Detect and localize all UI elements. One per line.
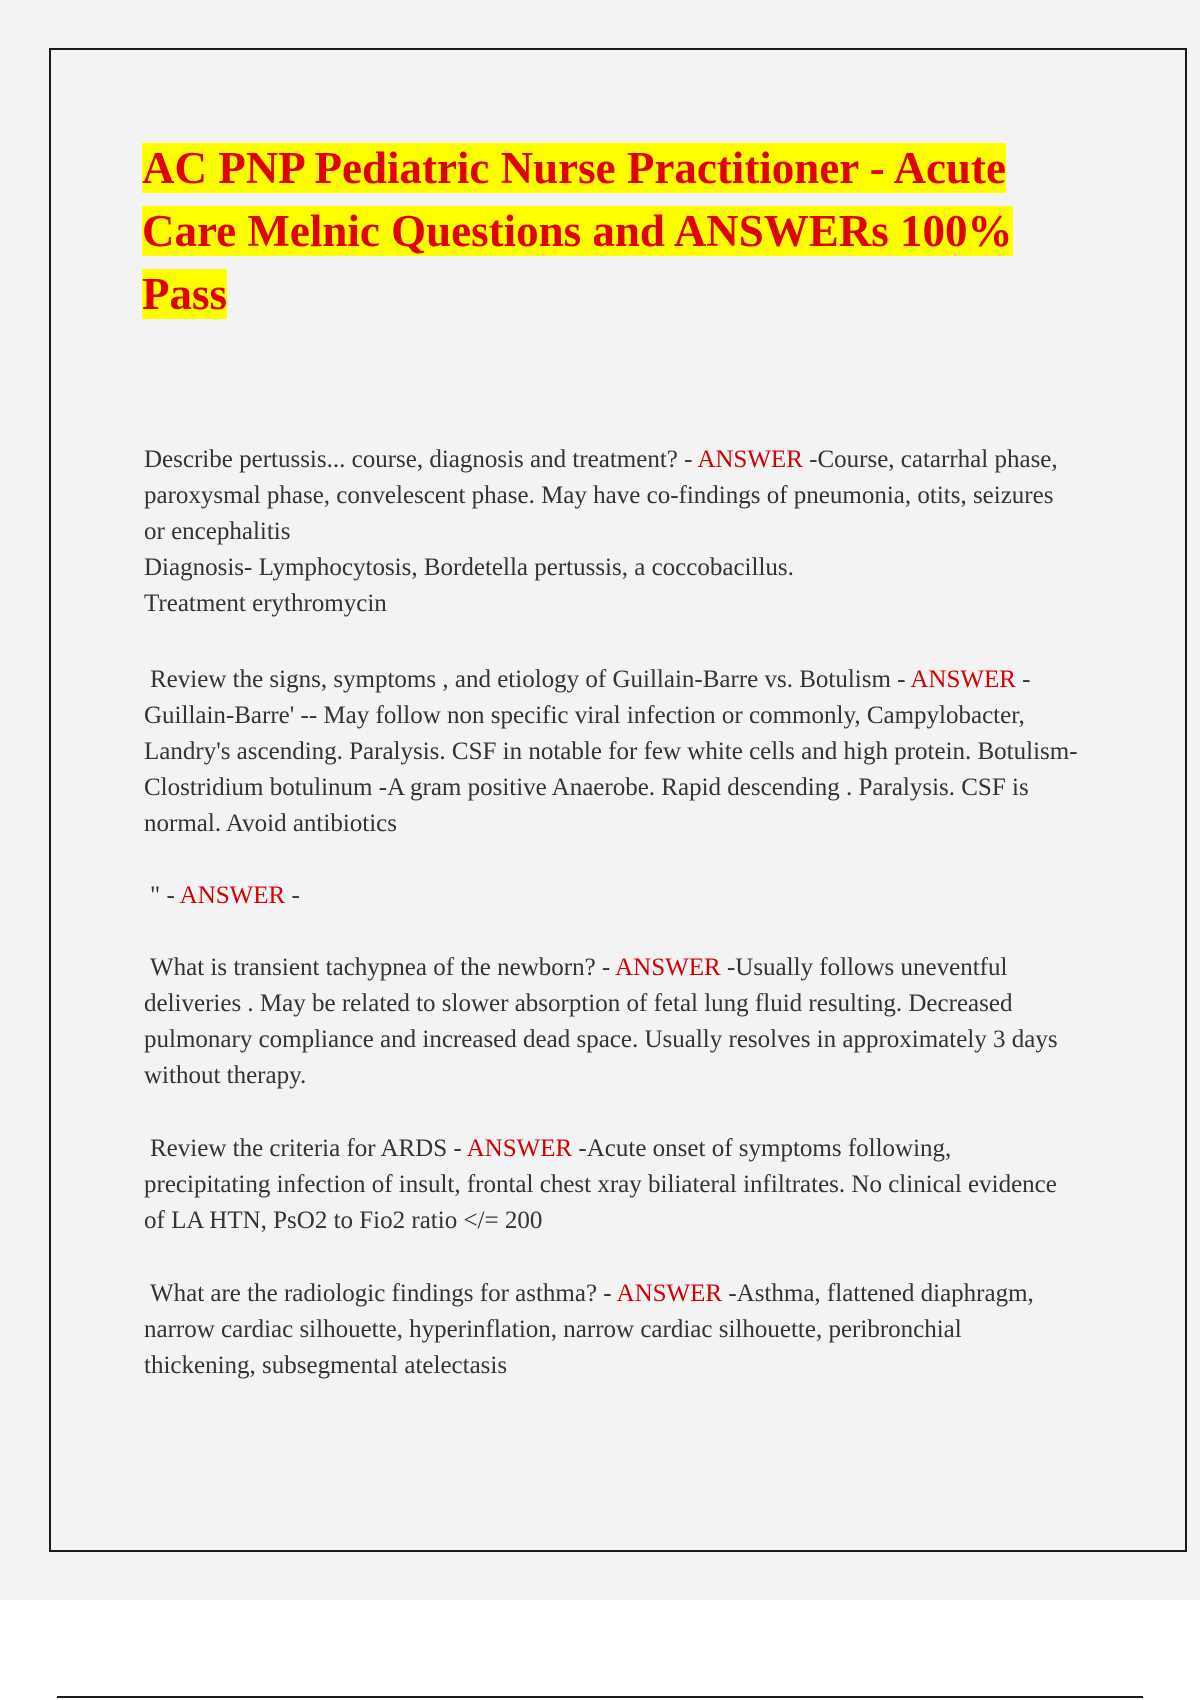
qa-item-pertussis (144, 442, 1079, 622)
page-divider (57, 1696, 1143, 1698)
question-text: Review the criteria for ARDS - (150, 1135, 467, 1162)
question-text: " - (150, 882, 180, 909)
answer-label: ANSWER (615, 954, 721, 981)
question-text: What are the radiologic findings for asthma? - (150, 1280, 617, 1307)
answer-text: Diagnosis- Lymphocytosis, Bordetella pertussis, a coccobacillus. (144, 554, 794, 581)
qa-item-asthma (144, 1276, 1079, 1384)
question-text: Review the signs, symptoms , and etiology of Guillain-Barre vs. Botulism - (150, 666, 911, 693)
qa-item-empty (144, 878, 1079, 914)
answer-label: ANSWER (616, 1280, 723, 1307)
question-text: Describe pertussis... course, diagnosis and treatment? - (144, 446, 698, 473)
document-title (142, 137, 1082, 326)
qa-item-guillain-barre (144, 662, 1079, 842)
answer-text: -Asthma, flattened diaphragm, narrow cardiac silhouette, hyperinflation, narrow cardiac silhouette, peribronchial thickening, subsegmental atelectasis (144, 1280, 1034, 1379)
answer-text: Treatment erythromycin (144, 590, 387, 617)
answer-text: - (285, 882, 300, 909)
answer-label: ANSWER (179, 882, 286, 909)
answer-text: -Guillain-Barre' -- May follow non specific viral infection or commonly, Campylobacter, Landry's ascending. Paralysis. CSF in notable for few white cells and high protein. Botulism- Clostridium botulinum -A gram positive Anaerobe. Rapid descending . Paralysis. CSF is normal. Avoid antibiotics (144, 666, 1078, 837)
qa-item-ards (144, 1131, 1079, 1239)
answer-label: ANSWER (697, 446, 803, 473)
answer-text: -Usually follows uneventful deliveries . May be related to slower absorption of fetal lung fluid resulting. Decreased pulmonary compliance and increased dead space. Usually resolves in approximately 3 days without therapy. (144, 954, 1058, 1089)
title-highlight: AC PNP Pediatric Nurse Practitioner - Acute Care Melnic Questions and ANSWERs 100% Pass (142, 143, 1013, 319)
answer-label: ANSWER (910, 666, 1016, 693)
answer-text: -Course, catarrhal phase, paroxysmal phase, convelescent phase. May have co-findings of pneumonia, otits, seizures or encephalitis (144, 446, 1058, 545)
qa-item-transient-tachypnea (144, 950, 1079, 1094)
answer-label: ANSWER (466, 1135, 573, 1162)
answer-text: -Acute onset of symptoms following, precipitating infection of insult, frontal chest xray biliateral infiltrates. No clinical evidence of LA HTN, PsO2 to Fio2 ratio </= 200 (144, 1135, 1057, 1234)
question-text: What is transient tachypnea of the newborn? - (150, 954, 616, 981)
